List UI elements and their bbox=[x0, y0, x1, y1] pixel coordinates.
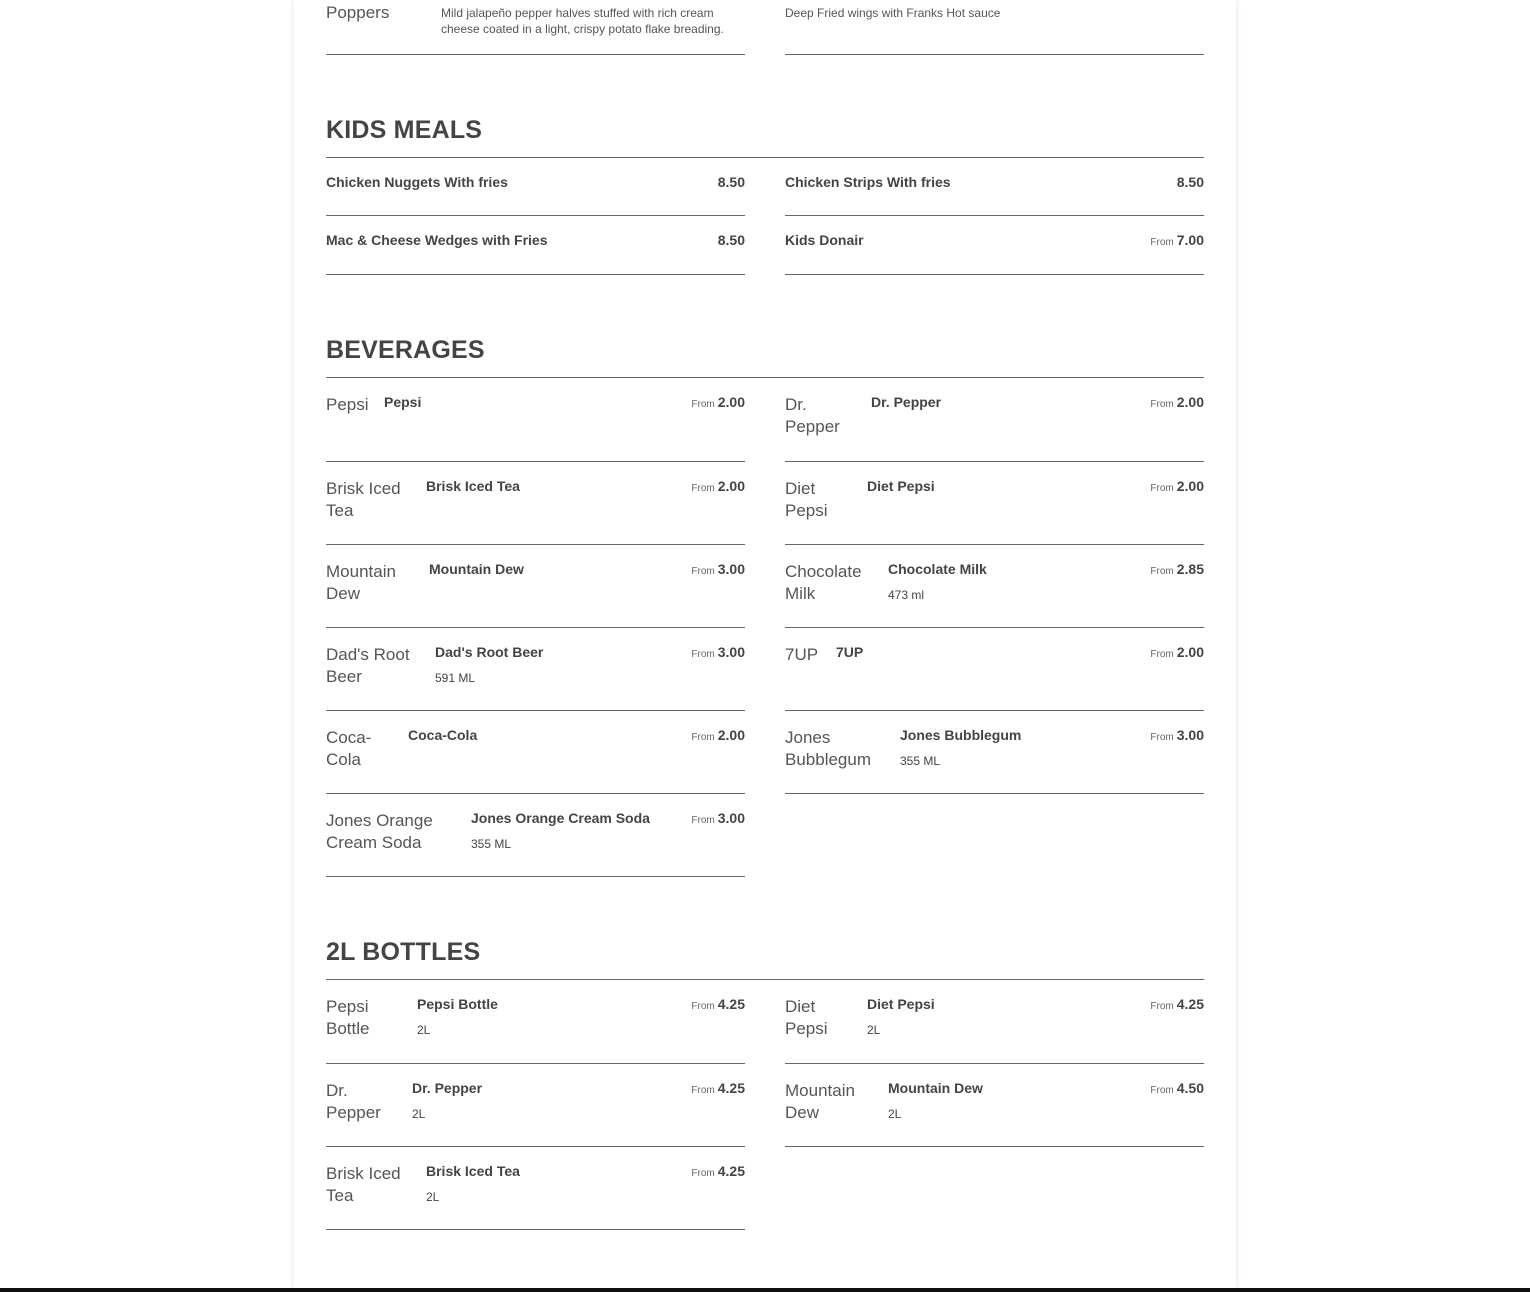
item-name: Diet Pepsi bbox=[867, 478, 935, 494]
item-price: From 3.00 bbox=[1150, 727, 1204, 743]
item-image-alt: Mountain Dew bbox=[326, 562, 396, 603]
item-price: 8.50 bbox=[717, 174, 745, 190]
menu-item[interactable] bbox=[785, 0, 1204, 55]
beverages-section bbox=[326, 336, 1204, 878]
item-image-alt: Brisk Iced Tea bbox=[326, 479, 401, 520]
item-price: From 4.25 bbox=[691, 1163, 745, 1179]
item-name: Mountain Dew bbox=[888, 1080, 983, 1096]
menu-item[interactable] bbox=[785, 980, 1204, 1064]
section-title: 2L BOTTLES bbox=[326, 938, 1204, 980]
item-price: From 2.00 bbox=[1150, 394, 1204, 410]
item-price: From 2.00 bbox=[691, 727, 745, 743]
menu-item[interactable] bbox=[785, 462, 1204, 545]
item-size: 355 ML bbox=[900, 754, 941, 768]
item-image-alt: Poppers bbox=[326, 3, 390, 22]
item-name: 7UP bbox=[836, 644, 864, 660]
menu-item[interactable] bbox=[326, 462, 745, 545]
menu-item[interactable] bbox=[326, 1064, 745, 1147]
item-name: Kids Donair bbox=[785, 232, 864, 248]
item-image-alt: Dr. Pepper bbox=[785, 395, 840, 436]
item-price: From 7.00 bbox=[1150, 232, 1204, 248]
item-name: Jones Bubblegum bbox=[900, 727, 1022, 743]
item-price: From 4.50 bbox=[1150, 1080, 1204, 1096]
item-price: From 4.25 bbox=[691, 996, 745, 1012]
item-image-alt: Jones Bubblegum bbox=[785, 728, 872, 769]
menu-item[interactable] bbox=[785, 628, 1204, 711]
item-description: Deep Fried wings with Franks Hot sauce bbox=[785, 6, 1001, 20]
item-name: Dad's Root Beer bbox=[435, 644, 544, 660]
bottom-bar bbox=[0, 1288, 1530, 1292]
menu-item[interactable] bbox=[326, 628, 745, 711]
item-image-alt: Diet Pepsi bbox=[785, 479, 828, 520]
item-image-alt: Dad's Root Beer bbox=[326, 645, 410, 686]
item-name: Mac & Cheese Wedges with Fries bbox=[326, 232, 548, 248]
item-price: 8.50 bbox=[717, 232, 745, 248]
item-size: 2L bbox=[867, 1023, 881, 1037]
menu-item[interactable] bbox=[785, 545, 1204, 628]
kids-meals-section bbox=[326, 116, 1204, 276]
section-title: BEVERAGES bbox=[326, 336, 1204, 378]
item-size: 2L bbox=[426, 1190, 440, 1204]
item-size: 2L bbox=[888, 1107, 902, 1121]
item-description: Mild jalapeño pepper halves stuffed with rich cream cheese coated in a light, crispy potato flake breading. bbox=[441, 6, 724, 36]
item-image-alt: 7UP bbox=[785, 645, 819, 664]
item-size: 2L bbox=[412, 1107, 426, 1121]
item-size: 355 ML bbox=[471, 837, 512, 851]
section-title: KIDS MEALS bbox=[326, 116, 1204, 158]
menu-item[interactable] bbox=[326, 980, 745, 1064]
item-image-alt: Chocolate Milk bbox=[785, 562, 862, 603]
menu-item[interactable] bbox=[326, 794, 745, 877]
item-image-alt: Brisk Iced Tea bbox=[326, 1164, 401, 1205]
item-name: Diet Pepsi bbox=[867, 996, 935, 1012]
item-name: Pepsi Bottle bbox=[417, 996, 498, 1012]
menu-item[interactable] bbox=[326, 216, 745, 275]
item-image-alt: Coca-Cola bbox=[326, 728, 372, 769]
item-price: From 4.25 bbox=[1150, 996, 1204, 1012]
item-name: Chicken Nuggets With fries bbox=[326, 174, 508, 190]
item-name: Pepsi bbox=[384, 394, 422, 410]
item-price: 8.50 bbox=[1176, 174, 1204, 190]
item-name: Chicken Strips With fries bbox=[785, 174, 951, 190]
item-price: From 4.25 bbox=[691, 1080, 745, 1096]
menu-item[interactable] bbox=[326, 545, 745, 628]
item-price: From 3.00 bbox=[691, 561, 745, 577]
menu-item[interactable] bbox=[326, 1147, 745, 1230]
item-name: Jones Orange Cream Soda bbox=[471, 810, 650, 826]
menu-item[interactable] bbox=[326, 158, 745, 216]
menu-item[interactable] bbox=[785, 711, 1204, 794]
menu-item[interactable] bbox=[785, 1064, 1204, 1147]
menu-item[interactable] bbox=[326, 711, 745, 794]
menu-item[interactable] bbox=[785, 158, 1204, 216]
item-price: From 2.85 bbox=[1150, 561, 1204, 577]
item-name: Chocolate Milk bbox=[888, 561, 987, 577]
item-name: Mountain Dew bbox=[429, 561, 524, 577]
item-name: Brisk Iced Tea bbox=[426, 1163, 520, 1179]
item-image-alt: Dr. Pepper bbox=[326, 1081, 381, 1122]
menu-page bbox=[294, 0, 1236, 1288]
item-size: 2L bbox=[417, 1023, 431, 1037]
item-price: From 3.00 bbox=[691, 644, 745, 660]
menu-item[interactable] bbox=[785, 378, 1204, 462]
item-name: Dr. Pepper bbox=[412, 1080, 483, 1096]
menu-item[interactable] bbox=[326, 0, 745, 55]
item-name: Dr. Pepper bbox=[871, 394, 942, 410]
item-price: From 2.00 bbox=[1150, 478, 1204, 494]
item-name: Coca-Cola bbox=[408, 727, 478, 743]
item-price: From 2.00 bbox=[691, 394, 745, 410]
item-price: From 2.00 bbox=[1150, 644, 1204, 660]
bottles-section bbox=[326, 938, 1204, 1230]
item-size: 591 ML bbox=[435, 671, 476, 685]
menu-item[interactable] bbox=[326, 378, 745, 462]
appetizers-tail bbox=[326, 0, 1204, 55]
item-image-alt: Mountain Dew bbox=[785, 1081, 855, 1122]
item-name: Brisk Iced Tea bbox=[426, 478, 520, 494]
item-image-alt: Diet Pepsi bbox=[785, 997, 828, 1038]
item-image-alt: Pepsi bbox=[326, 395, 369, 414]
item-price: From 3.00 bbox=[691, 810, 745, 826]
menu-item[interactable] bbox=[785, 216, 1204, 275]
item-price: From 2.00 bbox=[691, 478, 745, 494]
item-size: 473 ml bbox=[888, 588, 925, 602]
item-image-alt: Pepsi Bottle bbox=[326, 997, 370, 1038]
item-image-alt: Jones Orange Cream Soda bbox=[326, 811, 433, 852]
